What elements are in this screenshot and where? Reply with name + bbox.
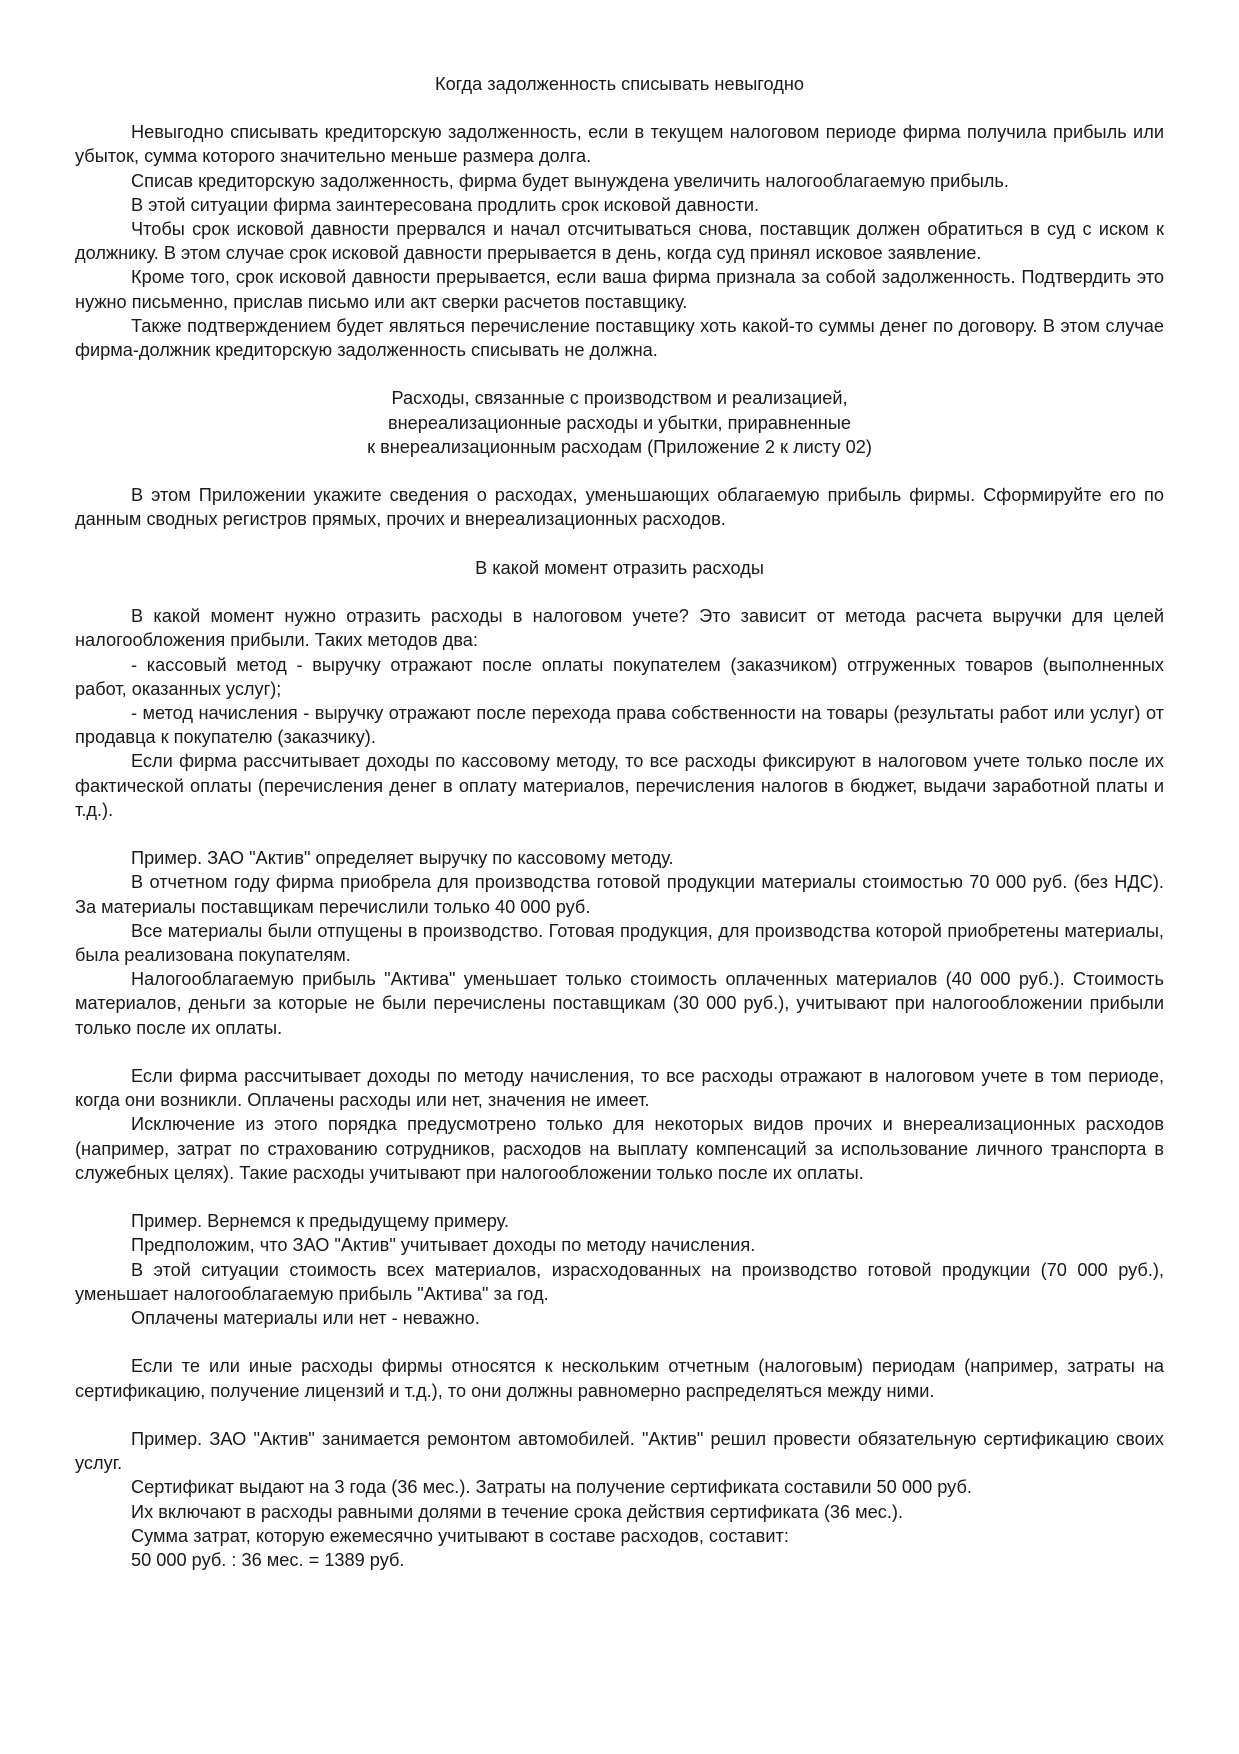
document-page [75, 72, 1164, 1572]
paragraph: Чтобы срок исковой давности прервался и начал отсчитываться снова, поставщик должен обратиться в суд с иском к должнику. В этом случае срок исковой давности прерывается в день, когда суд принял исковое заявление. [75, 219, 1164, 264]
section-title-when-to-record: В какой момент отразить расходы [475, 557, 764, 578]
paragraph: Также подтверждением будет являться перечисление поставщику хоть какой-то суммы денег по договору. В этом случае фирма-должник кредиторскую задолженность списывать не должна. [75, 315, 1164, 361]
paragraph: Если фирма рассчитывает доходы по методу начисления, то все расходы отражают в налоговом учете в том периоде, когда они возникли. Оплачены расходы или нет, значения не имеет. [75, 1066, 1164, 1111]
spacer [75, 459, 1164, 483]
paragraph: В этом Приложении укажите сведения о расходах, уменьшающих облагаемую прибыль фирмы. Сформируйте его по данным сводных регистров прямых, прочих и внереализационных расходов. [75, 485, 1164, 530]
paragraph: Если фирма рассчитывает доходы по кассовому методу, то все расходы фиксируют в налоговом учете только после их фактической оплаты (перечисления денег в оплату материалов, перечисления налогов в бюджет, выдачи заработной платы и т.д.). [75, 751, 1164, 820]
paragraph: В этой ситуации фирма заинтересована продлить срок исковой давности. [131, 194, 760, 215]
example-paragraph: Все материалы были отпущены в производство. Готовая продукция, для производства которой приобретены материалы, была реализована покупателям. [75, 920, 1164, 966]
example-paragraph: Пример. ЗАО "Актив" занимается ремонтом автомобилей. "Актив" решил провести обязательную сертификацию своих услуг. [75, 1429, 1164, 1474]
section-title-expenses-line-1: Расходы, связанные с производством и реализацией, [391, 388, 848, 409]
calculation-line: 50 000 руб. : 36 мес. = 1389 руб. [131, 1550, 405, 1571]
example-paragraph: Сумма затрат, которую ежемесячно учитывают в составе расходов, составит: [131, 1525, 789, 1546]
paragraph: В какой момент нужно отразить расходы в налоговом учете? Это зависит от метода расчета выручки для целей налогообложения прибыли. Таких методов два: [75, 606, 1164, 651]
example-paragraph: В отчетном году фирма приобрела для производства готовой продукции материалы стоимостью 70 000 руб. (без НДС). За материалы поставщикам перечислили только 40 000 руб. [75, 872, 1164, 917]
paragraph: Невыгодно списывать кредиторскую задолженность, если в текущем налоговом периоде фирма получила прибыль или убыток, сумма которого значительно меньше размера долга. [75, 122, 1164, 167]
spacer [75, 822, 1164, 846]
section-title-expenses-line-3: к внереализационным расходам (Приложение 2 к листу 02) [367, 436, 872, 457]
spacer [75, 362, 1164, 386]
example-paragraph: Их включают в расходы равными долями в течение срока действия сертификата (36 мес.). [131, 1501, 904, 1522]
example-paragraph: Сертификат выдают на 3 года (36 мес.). Затраты на получение сертификата составили 50 000 руб. [131, 1477, 972, 1498]
example-paragraph: Пример. Вернемся к предыдущему примеру. [131, 1211, 509, 1232]
example-paragraph: В этой ситуации стоимость всех материалов, израсходованных на производство готовой продукции (70 000 руб.), уменьшает налогооблагаемую прибыль "Актива" за год. [75, 1259, 1164, 1304]
list-item: - кассовый метод - выручку отражают после оплаты покупателем (заказчиком) отгруженных товаров (выполненных работ, оказанных услуг); [75, 654, 1164, 699]
spacer [75, 1403, 1164, 1427]
list-item: - метод начисления - выручку отражают после перехода права собственности на товары (результаты работ или услуг) от продавца к покупателю (заказчику). [75, 703, 1164, 748]
spacer [75, 580, 1164, 604]
section-title-write-off: Когда задолженность списывать невыгодно [434, 74, 805, 94]
spacer [75, 1040, 1164, 1064]
paragraph: Списав кредиторскую задолженность, фирма будет вынуждена увеличить налогооблагаемую прибыль. [131, 170, 1009, 191]
paragraph: Кроме того, срок исковой давности прерывается, если ваша фирма признала за собой задолженность. Подтвердить это нужно письменно, прислав письмо или акт сверки расчетов поставщику. [75, 267, 1164, 312]
spacer [75, 1185, 1164, 1209]
section-title-expenses-line-2: внереализационные расходы и убытки, приравненные [387, 412, 852, 433]
example-paragraph: Оплачены материалы или нет - неважно. [131, 1308, 480, 1329]
example-paragraph: Предположим, что ЗАО "Актив" учитывает доходы по методу начисления. [131, 1235, 756, 1256]
example-paragraph: Пример. ЗАО "Актив" определяет выручку по кассовому методу. [131, 848, 674, 869]
spacer [75, 532, 1164, 556]
paragraph: Если те или иные расходы фирмы относятся к нескольким отчетным (налоговым) периодам (например, затраты на сертификацию, получение лицензий и т.д.), то они должны равномерно распределяться между ними. [75, 1356, 1164, 1401]
spacer [75, 1330, 1164, 1354]
example-paragraph: Налогооблагаемую прибыль "Актива" уменьшает только стоимость оплаченных материалов (40 000 руб.). Стоимость материалов, деньги за которые не были перечислены поставщикам (30 000 руб.), учитывают при налогообложении прибыли только после их оплаты. [75, 969, 1164, 1038]
paragraph: Исключение из этого порядка предусмотрено только для некоторых видов прочих и внереализационных расходов (например, затрат по страхованию сотрудников, расходов на выплату компенсаций за использование личного транспорта в служебных целях). Такие расходы учитывают при налогообложении только после их оплаты. [75, 1114, 1164, 1183]
